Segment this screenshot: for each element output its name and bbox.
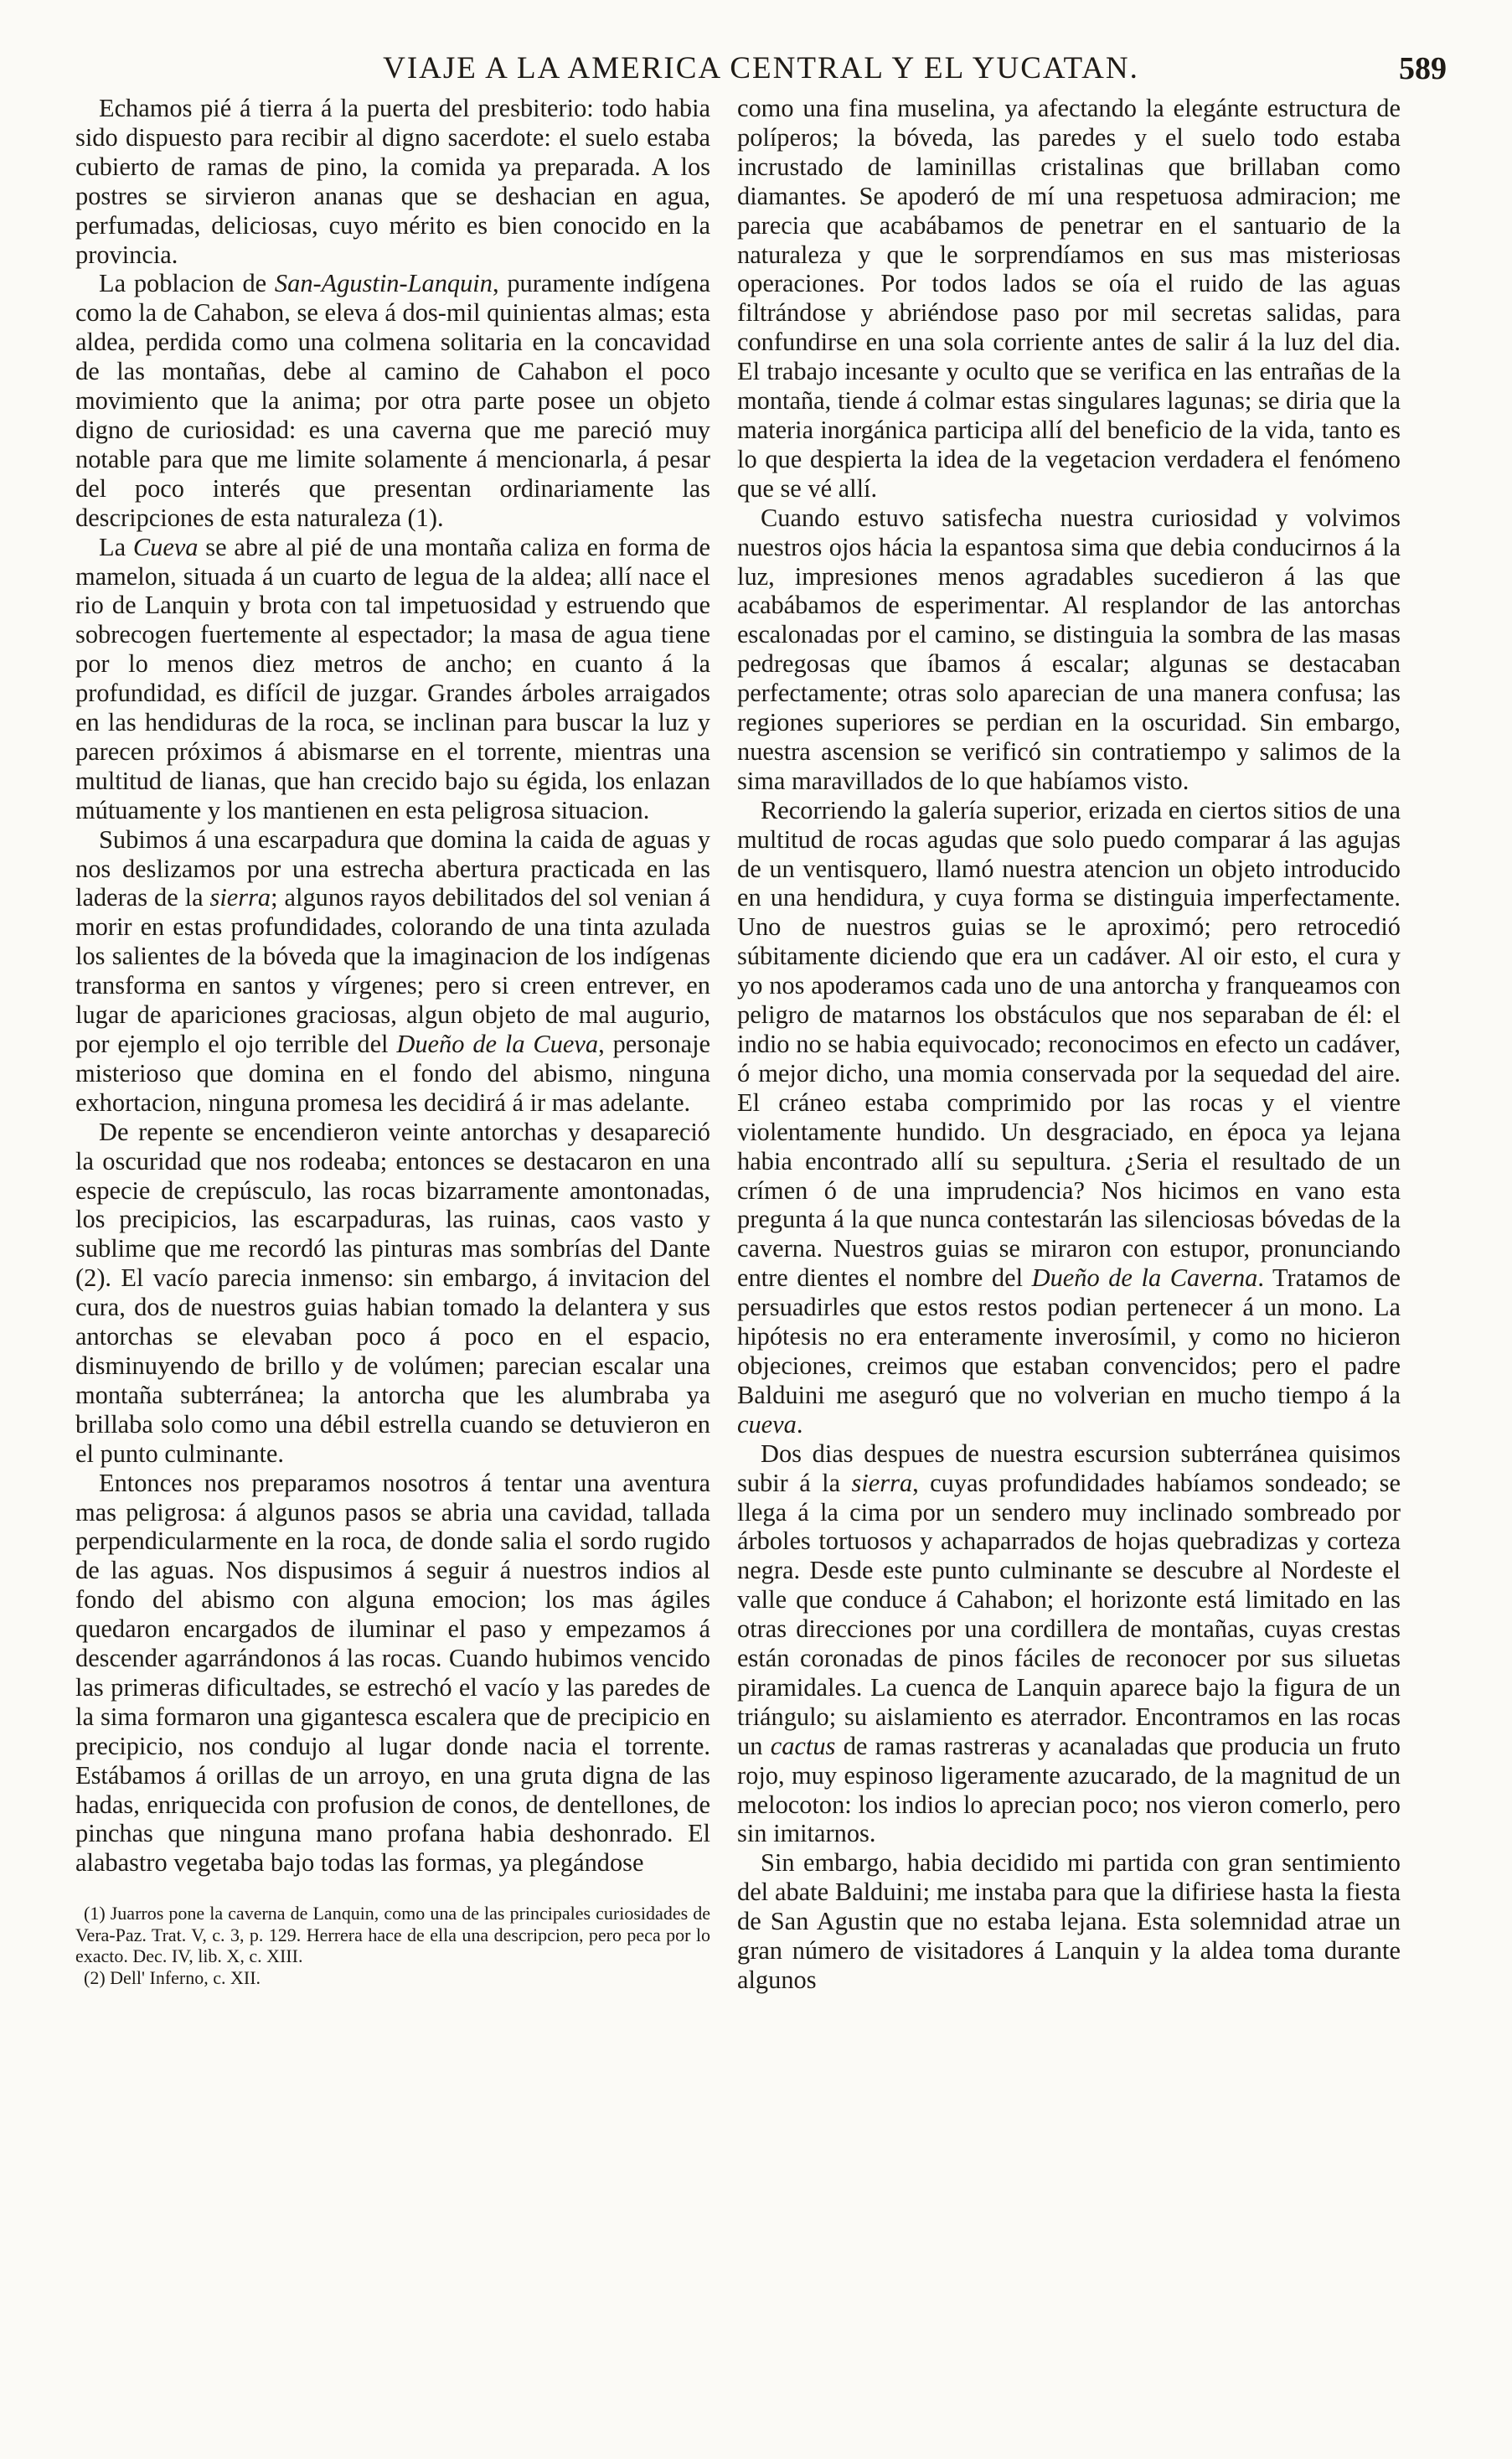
emphasis-sierra: sierra	[851, 1468, 913, 1497]
text-run: Dos dias despues de nuestra escursion subterránea quisimos subir á la	[737, 1439, 1401, 1497]
text-run: Subimos á una escarpadura que domina la caida de aguas y nos deslizamos por una estrecha abertura practicada en las laderas de la	[75, 824, 710, 912]
paragraph	[737, 1439, 1401, 1849]
right-column	[737, 94, 1401, 1995]
text-run: de ramas rastreras y acanaladas que producia un fruto rojo, muy espinoso ligeramente azucarado, de la magnitud de un melocoton: los indios lo aprecian poco; nos vieron comerlo, pero sin imitarnos.	[737, 1731, 1401, 1848]
emphasis-dueno: Dueño de la Caverna	[1031, 1263, 1258, 1293]
footnote: (1) Juarros pone la caverna de Lanquin, como una de las principales curiosidades de Vera-Paz. Trat. V, c. 3, p. 129. Herrera hace de ella una descripcion, pero peca por lo exacto. Dec. IV, lib. X, c. XIII.	[75, 1903, 710, 1967]
text-run: se abre al pié de una montaña caliza en forma de mamelon, situada á un cuarto de legua de la aldea; allí nace el rio de Lanquin y brota con tal impetuosidad y estruendo que sobrecogen fuertemente al espectador; la masa de agua tiene por lo menos diez metros de ancho; en cuanto á la profundidad, es difícil de juzgar. Grandes árboles arraigados en las hendiduras de la roca, se inclinan para buscar la luz y parecen próximos á abismarse en el torrente, mientras una multitud de lianas, que han crecido bajo su égida, los enlazan mútuamente y los mantienen en esta peligrosa situacion.	[75, 532, 710, 824]
text-run: , cuyas profundidades habíamos sondeado; se llega á la cima por un sendero muy inclinado sombreado por árboles tortuosos y achaparrados de hojas quebradizas y corteza negra. Desde este punto culminante se descubre al Nordeste el valle que conduce á Cahabon; el horizonte está limitado en las otras direcciones por una cordillera de montañas, cuyas crestas están coronadas de pinos fáciles de reconocer por sus siluetas piramidales. La cuenca de Lanquin aparece bajo la figura de un triángulo; su aislamiento es aterrador. Encontramos en las rocas un	[737, 1468, 1401, 1760]
paragraph: Sin embargo, habia decidido mi partida con gran sentimiento del abate Balduini; me instaba para que la difiriese hasta la fiesta de San Agustin que no estaba lejana. Esta solemnidad atrae un gran número de visitadores á Lanquin y la aldea toma durante algunos	[737, 1848, 1401, 1994]
text-run: ; algunos rayos debilitados del sol venian á morir en estas profundidades, colorando de una tinta azulada los salientes de la bóveda que la imaginacion de los indígenas transforma en santos y vírgenes; pero si creen entrever, en lugar de apariciones graciosas, algun objeto de mal augurio, por ejemplo el ojo terrible del	[75, 883, 710, 1058]
paragraph: Echamos pié á tierra á la puerta del presbiterio: todo habia sido dispuesto para recibir al digno sacerdote: el suelo estaba cubierto de ramas de pino, la comida ya preparada. A los postres se sirvieron ananas que se deshacian en agua, perfumadas, deliciosas, cuyo mérito es bien conocido en la provincia.	[75, 94, 710, 269]
paragraph	[75, 533, 710, 825]
paragraph: como una fina muselina, ya afectando la elegánte estructura de políperos; la bóveda, las paredes y el suelo todo estaba incrustado de laminillas cristalinas que brillaban como diamantes. Se apoderó de mí una respetuosa admiracion; me parecia que acabábamos de penetrar en el santuario de la naturaleza y que le sorprendíamos en sus mas misteriosas operaciones. Por todos lados se oía el ruido de las aguas filtrándose y abriéndose paso por mil secretas salidas, para confundirse en una sola corriente antes de salir á la luz del dia. El trabajo incesante y oculto que se verifica en las entrañas de la montaña, tiende á colmar estas singulares lagunas; se diria que la materia inorgánica participa allí del beneficio de la vida, tanto es lo que despierta la idea de la vegetacion verdadera el fenómeno que se vé allí.	[737, 94, 1401, 503]
text-run: . Tratamos de persuadirles que estos restos podian pertenecer á un mono. La hipótesis no era enteramente inverosímil, y como no hicieron objeciones, creimos que estaban convencidos; pero el padre Balduini me aseguró que no volverian en mucho tiempo á la	[737, 1263, 1401, 1409]
running-title: VIAJE A LA AMERICA CENTRAL Y EL YUCATAN.	[383, 51, 1139, 85]
paragraph	[737, 796, 1401, 1439]
text-run: Recorriendo la galería superior, erizada en ciertos sitios de una multitud de rocas agudas que solo puedo comparar á las agujas de un ventisquero, llamó nuestra atencion un objeto introducido en una hendidura, y cuya forma se distinguia imperfectamente. Uno de nuestros guias se le aproximó; pero retrocedió súbitamente diciendo que era un cadáver. Al oir esto, el cura y yo nos apoderamos cada uno de una antorcha y franqueamos con peligro de matarnos los obstáculos que nos separaban de él: el indio no se habia equivocado; reconocimos en efecto un cadáver, ó mejor dicho, una momia conservada por la sequedad del aire. El cráneo estaba comprimido por las rocas y el vientre violentamente hundido. Un desgraciado, en época ya lejana habia encontrado allí su sepultura. ¿Seria el resultado de un crímen ó de una imprudencia? Nos hicimos en vano esta pregunta á la que nunca contestarán las silenciosas bóvedas de la caverna. Nuestros guias se miraron con estupor, pronunciando entre dientes el nombre del	[737, 795, 1401, 1293]
emphasis-cactus: cactus	[770, 1731, 836, 1760]
emphasis-dueno: Dueño de la Cueva	[396, 1030, 599, 1058]
paragraph: Entonces nos preparamos nosotros á tentar una aventura mas peligrosa: á algunos pasos se abria una cavidad, tallada perpendicularmente en la roca, de donde salia el sordo rugido de las aguas. Nos dispusimos á seguir á nuestros indios al fondo del abismo con alguna emocion; los mas ágiles quedaron encargados de iluminar el paso y empezamos á descender agarrándonos á las rocas. Cuando hubimos vencido las primeras dificultades, se estrechó el vacío y las paredes de la sima formaron una gigantesca escalera que de precipicio en precipicio, nos condujo al lugar donde nacia el torrente. Estábamos á orillas de un arroyo, en una gruta digna de las hadas, enriquecida con profusion de conos, de dentellones, de pinchas que ninguna mano profana habia deshonrado. El alabastro vegetaba bajo todas las formas, ya plegándose	[75, 1468, 710, 1878]
text-run: , personaje misterioso que domina en el fondo del abismo, ninguna exhortacion, ninguna promesa les decidirá á ir mas adelante.	[75, 1030, 711, 1117]
paragraph: De repente se encendieron veinte antorchas y desapareció la oscuridad que nos rodeaba; entonces se destacaron en una especie de crepúsculo, las rocas bizarramente amontonadas, los precipicios, las escarpaduras, las ruinas, caos vasto y sublime que me recordó las pinturas mas sombrías del Dante (2). El vacío parecia inmenso: sin embargo, á invitacion del cura, dos de nuestros guias habian tomado la delantera y sus antorchas se elevaban poco á poco en el espacio, disminuyendo de brillo y de volúmen; parecian escalar una montaña subterránea; la antorcha que les alumbraba ya brillaba solo como una débil estrella cuando se detuvieron en el punto culminante.	[75, 1117, 710, 1468]
text-run: .	[796, 1409, 803, 1439]
text-run: La poblacion de	[99, 269, 275, 298]
left-column	[75, 94, 710, 1988]
paragraph	[75, 825, 710, 1118]
footnote: (2) Dell' Inferno, c. XII.	[84, 1966, 261, 1988]
footnotes	[75, 1903, 710, 1988]
text-run: , puramente indígena como la de Cahabon, se eleva á dos-mil quinientas almas; esta aldea, perdida como una colmena solitaria en la concavidad de las montañas, debe al camino de Cahabon el poco movimiento que la anima; por otra parte posee un objeto digno de curiosidad: es una caverna que me pareció muy notable para que me limite solamente á mencionarla, á pesar del poco interés que presentan ordinariamente las descripciones de esta naturaleza (1).	[75, 269, 710, 532]
page-header	[75, 44, 1447, 94]
page-number: 589	[1399, 51, 1447, 86]
paragraph	[75, 269, 710, 532]
emphasis-cueva: Cueva	[132, 532, 199, 561]
paragraph: Cuando estuvo satisfecha nuestra curiosidad y volvimos nuestros ojos hácia la espantosa sima que debia conducirnos á la luz, impresiones menos agradables sucedieron á las que acabábamos de esperimentar. Al resplandor de las antorchas escalonadas por el camino, se distinguia la sombra de las masas pedregosas que íbamos á escalar; algunas se destacaban perfectamente; otras solo aparecian de una manera confusa; las regiones superiores se perdian en la oscuridad. Sin embargo, nuestra ascension se verificó sin contratiempo y salimos de la sima maravillados de lo que habíamos visto.	[737, 503, 1401, 795]
emphasis-sierra: sierra	[209, 883, 271, 912]
emphasis-cueva: cueva	[737, 1409, 797, 1439]
text-run: La	[99, 532, 133, 561]
place-name: San-Agustin-Lanquin	[274, 269, 493, 298]
